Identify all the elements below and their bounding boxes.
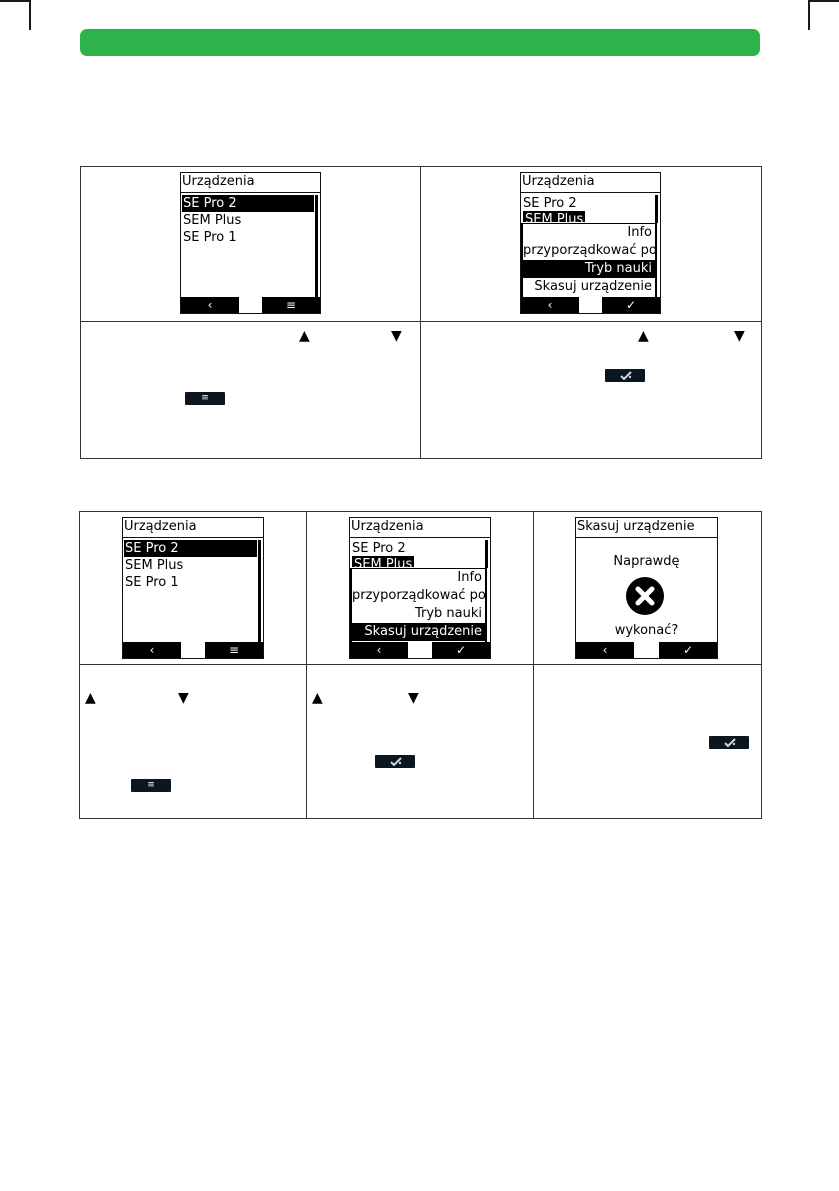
list-item-partial: SEM Plus: [525, 212, 584, 222]
list-item[interactable]: SE Pro 2: [523, 196, 577, 211]
x-circle-icon: [626, 577, 664, 615]
back-softkey[interactable]: ‹: [181, 297, 239, 313]
section2-table: [79, 511, 762, 819]
list-item[interactable]: SEM Plus: [183, 213, 242, 228]
menu-key-icon: ≡: [131, 779, 171, 792]
context-menu: [521, 223, 657, 300]
device-list: [351, 540, 484, 557]
down-arrow-icon: ▼: [391, 328, 402, 344]
softkey-bar: [181, 297, 320, 313]
menu-key-icon: ≡: [185, 392, 225, 405]
menu-item-learn-mode[interactable]: Tryb nauki: [523, 260, 655, 278]
softkey-bar: [350, 642, 490, 658]
s1-screen1-cell: [81, 167, 421, 322]
menu-softkey[interactable]: ≡: [262, 297, 320, 313]
list-item[interactable]: SE Pro 2: [352, 541, 406, 556]
confirm-question-bottom: wykonać?: [614, 623, 679, 638]
s2-step3-cell: [534, 665, 762, 819]
back-softkey[interactable]: ‹: [576, 642, 634, 658]
back-softkey[interactable]: ‹: [123, 642, 181, 658]
crop-mark-top-left: [0, 0, 30, 2]
confirm-softkey[interactable]: ✓: [659, 642, 717, 658]
device-list: [522, 195, 654, 212]
back-softkey[interactable]: ‹: [521, 297, 579, 313]
s2-screen1-cell: [80, 512, 307, 665]
scrollbar: [655, 195, 658, 223]
ok-key-icon: [375, 755, 415, 768]
menu-item-assign[interactable]: przyporządkować po: [523, 243, 657, 258]
menu-item-info[interactable]: Info: [627, 225, 652, 240]
scrollbar: [485, 540, 488, 568]
list-item[interactable]: SE Pro 2: [124, 540, 257, 557]
s1-screen2-cell: [421, 167, 762, 322]
back-softkey[interactable]: ‹: [350, 642, 408, 658]
confirm-question-top: Naprawdę: [613, 554, 680, 569]
crop-mark-top-right-v: [808, 0, 810, 30]
s2-screen2-cell: [307, 512, 534, 665]
softkey-bar: [576, 642, 717, 658]
device-screen-list: [180, 172, 321, 314]
s1-step2-cell: [421, 322, 762, 459]
softkey-bar: [521, 297, 660, 313]
screen-title: Urządzenia: [521, 173, 660, 193]
ok-key-icon: [605, 369, 645, 382]
list-item[interactable]: SE Pro 1: [183, 230, 237, 245]
up-arrow-icon: ▲: [85, 690, 96, 706]
header-bar: [80, 29, 760, 56]
screen-title: Urządzenia: [181, 173, 320, 193]
scrollbar: [258, 540, 261, 646]
device-screen-list: [122, 517, 264, 659]
menu-item-assign[interactable]: przyporządkować po: [352, 588, 486, 603]
confirm-softkey[interactable]: ✓: [602, 297, 660, 313]
screen-title: Urządzenia: [350, 518, 490, 538]
menu-item-delete[interactable]: Skasuj urządzenie: [352, 623, 485, 641]
crop-mark-top-right: [809, 0, 839, 2]
section1-table: [80, 166, 762, 459]
list-item[interactable]: SEM Plus: [125, 558, 184, 573]
menu-softkey[interactable]: ≡: [205, 642, 263, 658]
device-list: [182, 195, 314, 246]
up-arrow-icon: ▲: [638, 328, 649, 344]
softkey-bar: [123, 642, 263, 658]
crop-mark-top-left-v: [29, 0, 31, 30]
confirm-softkey[interactable]: ✓: [432, 642, 490, 658]
screen-title: Skasuj urządzenie: [576, 518, 717, 538]
up-arrow-icon: ▲: [312, 690, 323, 706]
up-arrow-icon: ▲: [299, 328, 310, 344]
s2-screen3-cell: [534, 512, 762, 665]
device-list: [124, 540, 257, 591]
s2-step2-cell: [307, 665, 534, 819]
screen-title: Urządzenia: [123, 518, 263, 538]
ok-key-icon: [709, 736, 749, 749]
s1-step1-cell: [81, 322, 421, 459]
down-arrow-icon: ▼: [408, 690, 419, 706]
list-item[interactable]: SE Pro 2: [182, 195, 314, 212]
scrollbar: [315, 195, 318, 301]
down-arrow-icon: ▼: [734, 328, 745, 344]
list-item-partial: SEM Plus: [354, 557, 413, 567]
context-menu: [350, 568, 487, 645]
menu-item-delete[interactable]: Skasuj urządzenie: [534, 279, 652, 294]
device-screen-menu: [520, 172, 661, 314]
list-item[interactable]: SE Pro 1: [125, 575, 179, 590]
device-screen-confirm: [575, 517, 718, 659]
down-arrow-icon: ▼: [178, 690, 189, 706]
s2-step1-cell: [80, 665, 307, 819]
device-screen-menu: [349, 517, 491, 659]
menu-item-learn-mode[interactable]: Tryb nauki: [414, 606, 482, 621]
menu-item-info[interactable]: Info: [457, 570, 482, 585]
